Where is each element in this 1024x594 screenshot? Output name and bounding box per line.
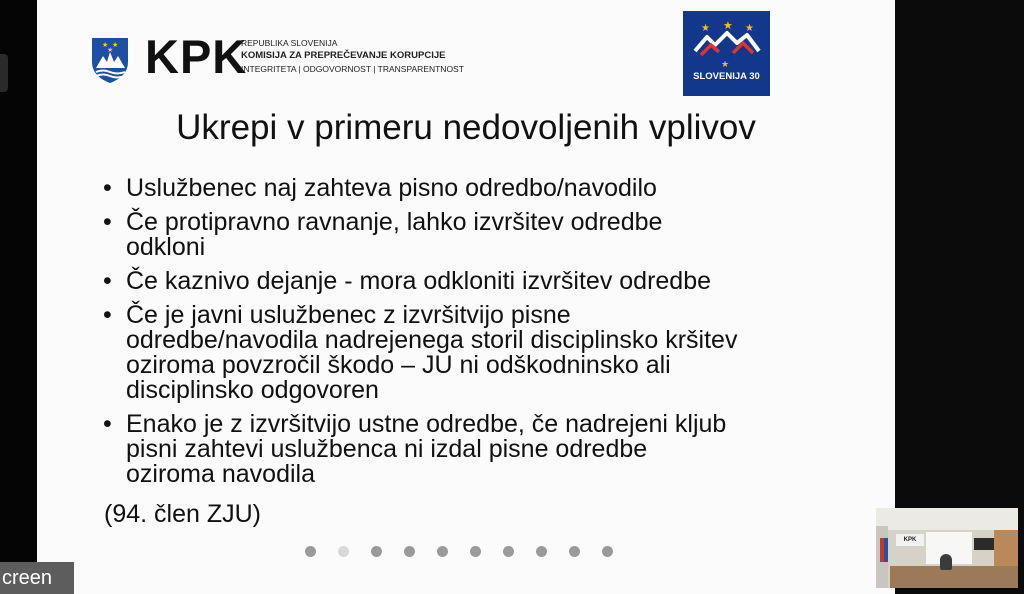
bullet-line: disciplinsko odgovoren — [126, 376, 379, 404]
pagination-dot[interactable] — [536, 546, 547, 557]
camera-logo-panel — [896, 534, 924, 546]
pagination-dot[interactable] — [404, 546, 415, 557]
bullet-line: odredbe/navodila nadrejenega storil disciplinsko kršitev — [126, 326, 738, 354]
bullet-item — [103, 303, 843, 403]
slovenija-30-badge — [683, 11, 770, 96]
badge-label: SLOVENIJA 30 — [693, 71, 760, 82]
svg-text:★: ★ — [723, 19, 733, 32]
bullet-line: • Enako je z izvršitvijo ustne odredbe, če nadrejeni kljub — [126, 410, 727, 438]
pagination-dot[interactable] — [602, 546, 613, 557]
svg-text:★: ★ — [102, 41, 109, 49]
camera-screen — [974, 538, 994, 550]
bullet-line: odkloni — [126, 233, 206, 261]
bullet-line: • Če kaznivo dejanje - mora odkloniti izvršitev odredbe — [126, 267, 712, 295]
flag-icon — [884, 538, 888, 562]
kpk-logo: KPK — [145, 30, 248, 83]
screen-share-label: creen — [0, 562, 74, 594]
bullet-line: • Če je javni uslužbenec z izvršitvijo pisne — [126, 301, 571, 329]
pagination-dot[interactable] — [371, 546, 382, 557]
pagination-dot[interactable] — [338, 546, 349, 557]
camera-shelf — [994, 530, 1018, 570]
org-line-commission: KOMISIJA ZA PREPREČEVANJE KORUPCIJE — [241, 50, 446, 61]
slovenia-crest-icon — [90, 34, 130, 84]
org-line-country: REPUBLIKA SLOVENIJA — [241, 38, 338, 48]
bullet-line: pisni zahtevi uslužbenca ni izdal pisne odredbe — [126, 435, 648, 463]
bullet-item — [103, 176, 843, 201]
mountain-stars-icon — [683, 11, 770, 71]
pagination-dot[interactable] — [437, 546, 448, 557]
pagination-dot[interactable] — [569, 546, 580, 557]
pagination-dot[interactable] — [305, 546, 316, 557]
bullet-item — [103, 412, 843, 487]
org-line-values: INTEGRITETA | ODGOVORNOST | TRANSPARENTNOST — [241, 64, 464, 74]
slide-pagination[interactable] — [305, 546, 613, 557]
bullet-item — [103, 210, 843, 260]
bullet-line: • Če protipravno ravnanje, lahko izvršitev odredbe — [126, 208, 663, 236]
svg-text:★: ★ — [745, 23, 754, 34]
camera-thumbnail[interactable] — [876, 508, 1018, 588]
bullet-list — [103, 176, 843, 496]
slide-title: Ukrepi v primeru nedovoljenih vplivov — [176, 108, 756, 147]
org-name — [241, 38, 464, 76]
bullet-item — [103, 269, 843, 294]
legal-reference: (94. člen ZJU) — [104, 500, 261, 528]
camera-person — [940, 554, 952, 570]
pagination-dot[interactable] — [470, 546, 481, 557]
svg-text:★: ★ — [701, 23, 710, 34]
bullet-line: • Uslužbenec naj zahteva pisno odredbo/navodilo — [126, 174, 657, 202]
camera-table — [890, 566, 1018, 588]
presentation-slide — [37, 0, 895, 594]
bullet-line: oziroma navodila — [126, 460, 315, 488]
svg-text:★: ★ — [112, 41, 119, 49]
camera-ceiling — [876, 508, 1018, 530]
bullet-line: oziroma povzročil škodo – JU ni odškodninsko ali — [126, 351, 671, 379]
pagination-dot[interactable] — [503, 546, 514, 557]
svg-text:★: ★ — [721, 60, 730, 70]
svg-text:★: ★ — [107, 46, 114, 54]
side-panel-handle[interactable] — [0, 54, 8, 92]
camera-logo-text: KPK — [903, 537, 917, 543]
